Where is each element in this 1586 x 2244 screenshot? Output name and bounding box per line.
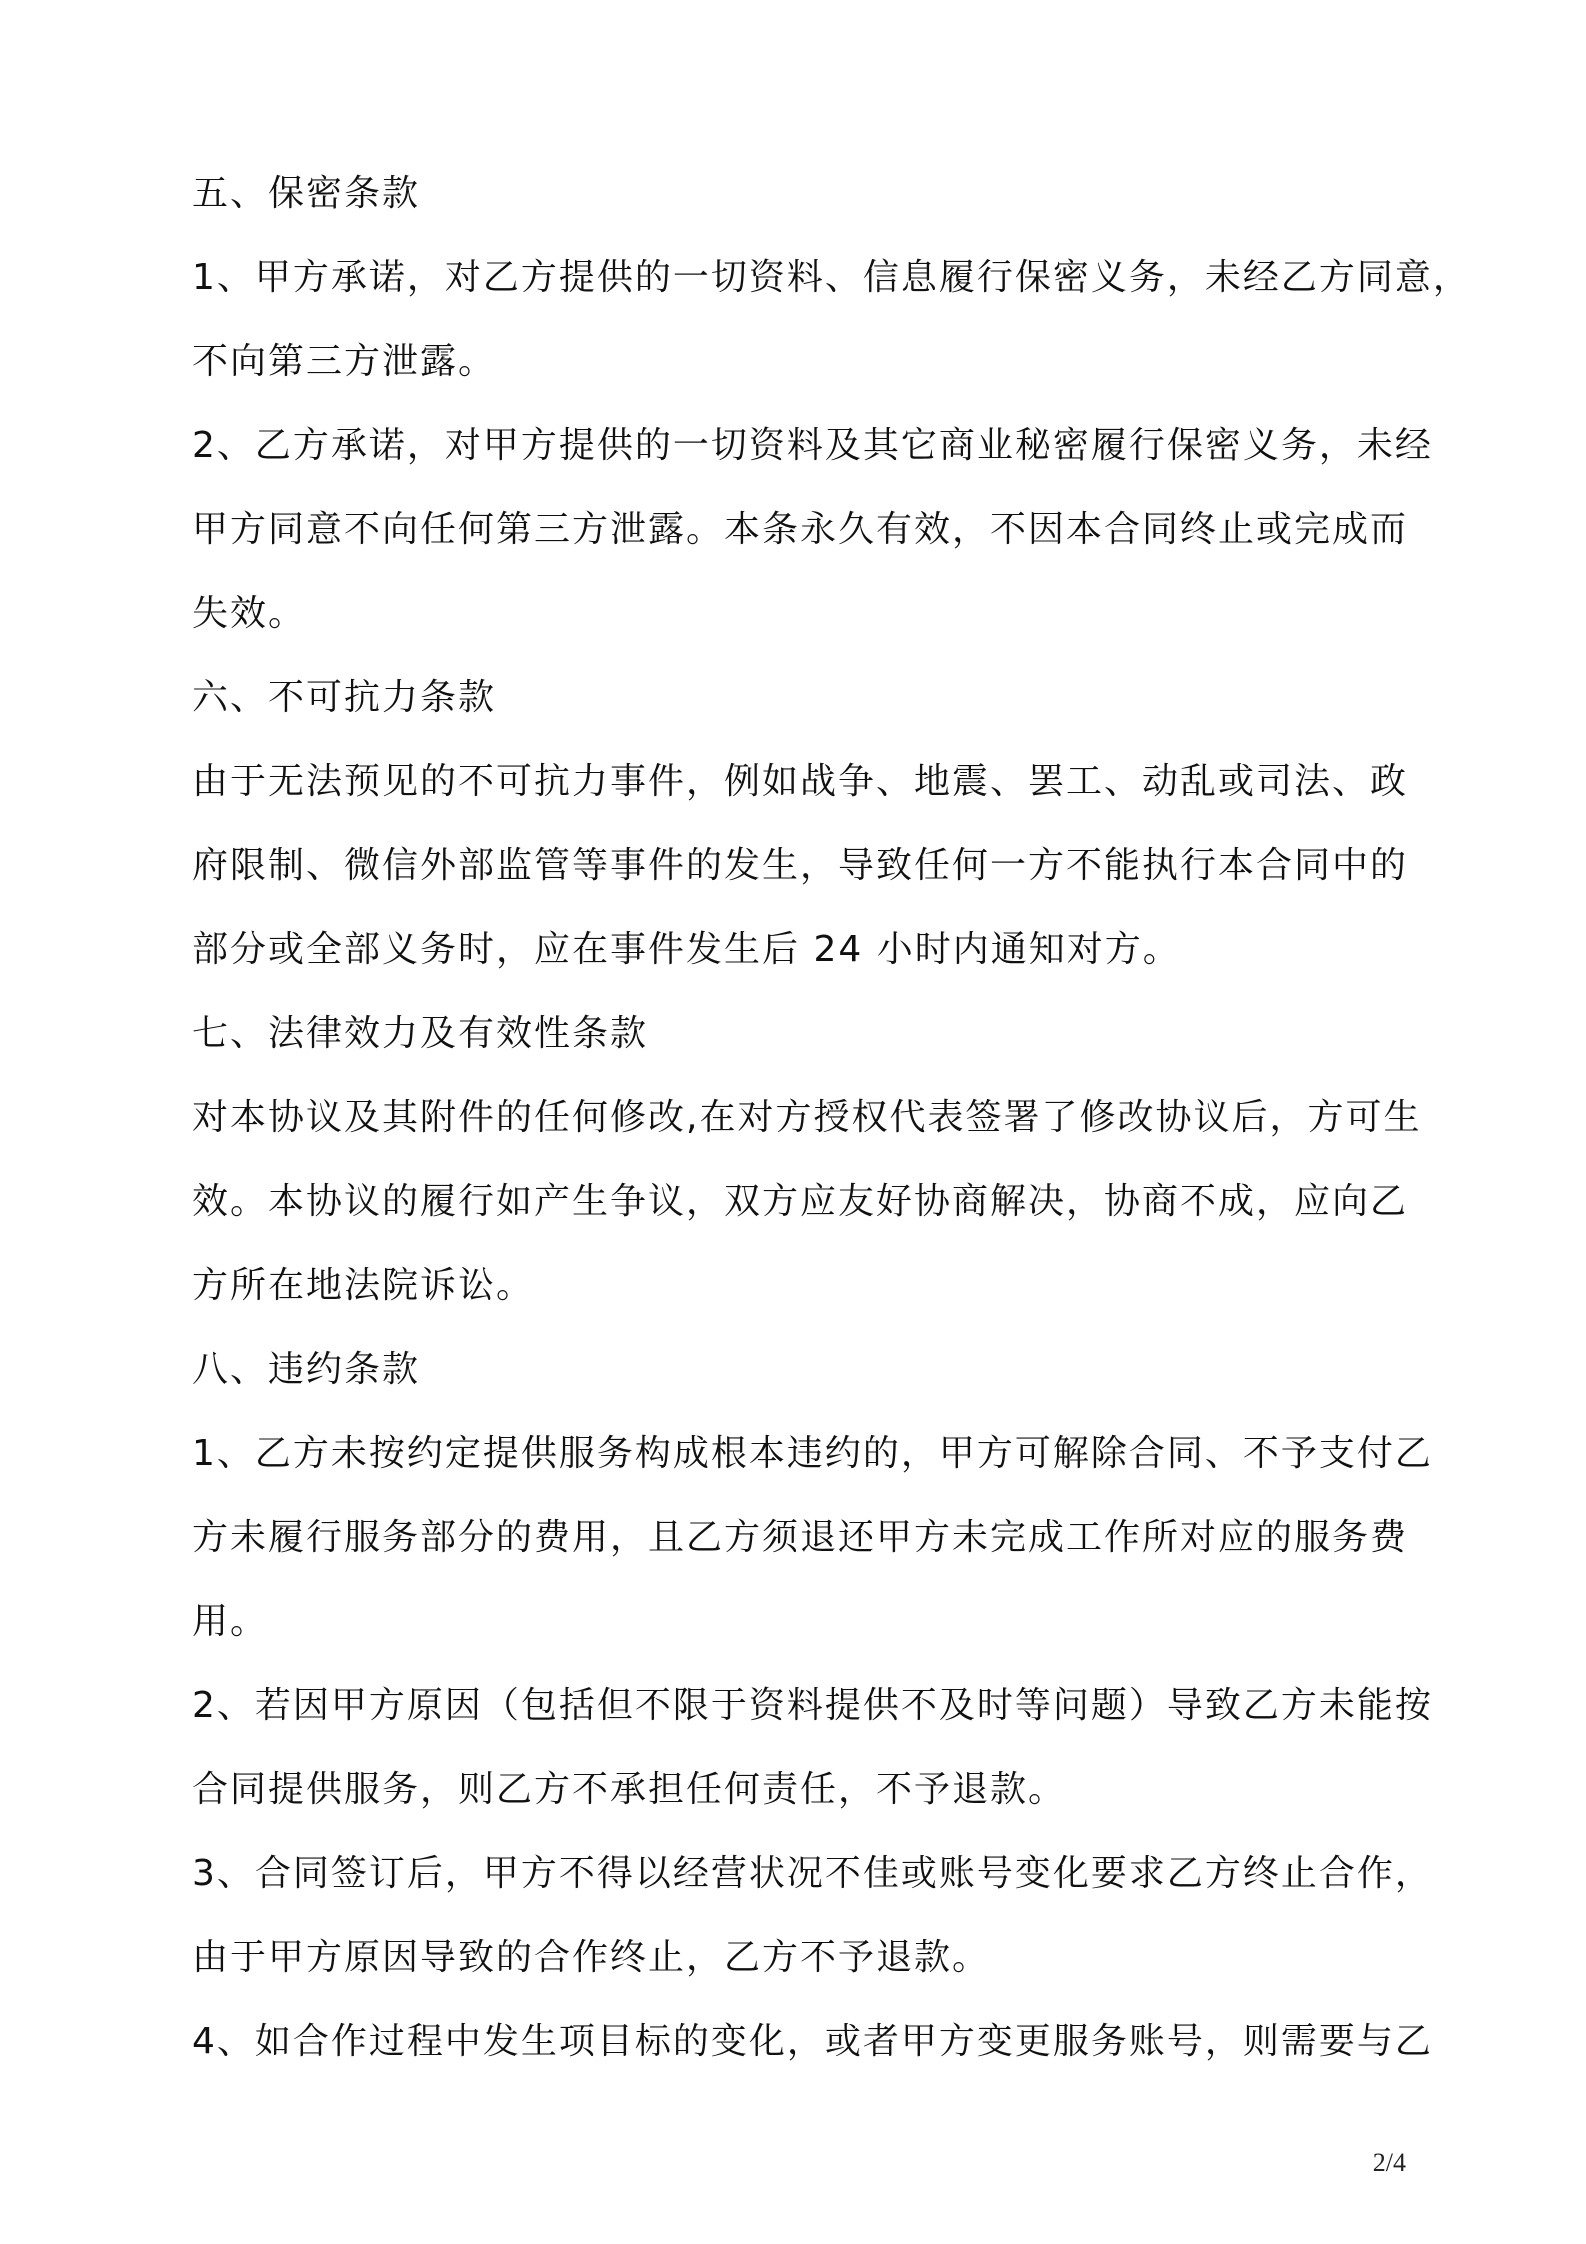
section-heading-legal-effect: 七、法律效力及有效性条款 xyxy=(192,1013,649,1054)
document-body xyxy=(192,152,1471,2084)
text-line: 府限制、微信外部监管等事件的发生，导致任何一方不能执行本合同中的 xyxy=(192,845,1409,886)
text-line: 2、若因甲方原因（包括但不限于资料提供不及时等问题）导致乙方未能按 xyxy=(192,1685,1433,1726)
text-line: 合同提供服务，则乙方不承担任何责任，不予退款。 xyxy=(192,1769,1067,1810)
text-line: 失效。 xyxy=(192,593,307,634)
text-line: 不向第三方泄露。 xyxy=(192,341,497,382)
text-line: 用。 xyxy=(192,1601,269,1642)
text-line: 由于无法预见的不可抗力事件，例如战争、地震、罢工、动乱或司法、政 xyxy=(192,761,1409,802)
text-line: 4、如合作过程中发生项目标的变化，或者甲方变更服务账号，则需要与乙 xyxy=(192,2021,1433,2062)
text-line: 2、乙方承诺，对甲方提供的一切资料及其它商业秘密履行保密义务，未经 xyxy=(192,425,1433,466)
section-heading-force-majeure: 六、不可抗力条款 xyxy=(192,677,497,718)
section-heading-breach: 八、违约条款 xyxy=(192,1349,421,1390)
text-line: 部分或全部义务时，应在事件发生后 24 小时内通知对方。 xyxy=(192,929,1181,970)
text-line: 由于甲方原因导致的合作终止，乙方不予退款。 xyxy=(192,1937,991,1978)
text-line: 方未履行服务部分的费用，且乙方须退还甲方未完成工作所对应的服务费 xyxy=(192,1517,1409,1558)
section-heading-confidentiality: 五、保密条款 xyxy=(192,173,421,214)
text-line: 1、乙方未按约定提供服务构成根本违约的，甲方可解除合同、不予支付乙 xyxy=(192,1433,1433,1474)
text-line: 1、甲方承诺，对乙方提供的一切资料、信息履行保密义务，未经乙方同意， xyxy=(192,257,1471,298)
text-line: 对本协议及其附件的任何修改,在对方授权代表签署了修改协议后，方可生 xyxy=(192,1097,1422,1138)
text-line: 3、合同签订后，甲方不得以经营状况不佳或账号变化要求乙方终止合作， xyxy=(192,1853,1433,1894)
text-line: 甲方同意不向任何第三方泄露。本条永久有效，不因本合同终止或完成而 xyxy=(192,509,1409,550)
text-line: 效。本协议的履行如产生争议，双方应友好协商解决，协商不成，应向乙 xyxy=(192,1181,1409,1222)
text-line: 方所在地法院诉讼。 xyxy=(192,1265,535,1306)
page-number: 2/4 xyxy=(1372,2148,1406,2177)
